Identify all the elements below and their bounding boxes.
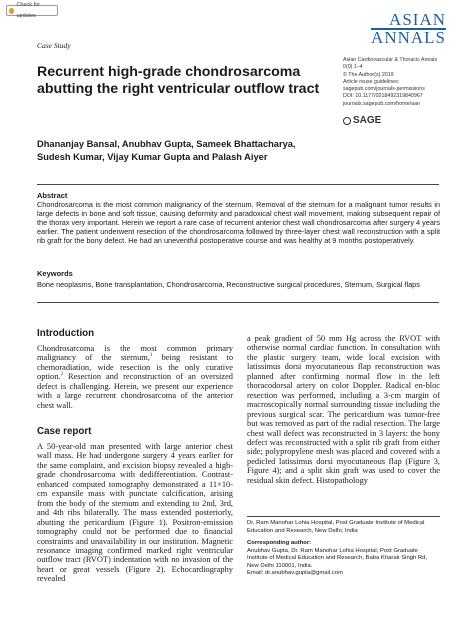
journal-logo-line1: ASIAN xyxy=(389,10,446,29)
journal-home-link[interactable]: journals.sagepub.com/home/aan xyxy=(343,100,420,107)
authors-line-1 xyxy=(37,138,457,151)
introduction-heading: Introduction xyxy=(37,328,95,339)
divider-bottom xyxy=(37,302,439,303)
divider-top xyxy=(37,184,439,185)
affiliation-divider xyxy=(247,516,440,517)
intro-text-b: being resistant to chemoradiation, wide resection is the only curative option. xyxy=(37,353,234,382)
journal-meta xyxy=(343,57,463,108)
publisher-name: SAGE xyxy=(353,115,382,126)
authors-text-1: Dhananjay Bansal, Anubhav Gupta, Sameek Bhattacharya, xyxy=(37,139,296,149)
corresponding-author-email[interactable]: Email: dr.anubhav.gupta@gmail.com xyxy=(247,570,343,576)
permissions-link[interactable]: sagepub.com/journals-permissions xyxy=(343,86,425,93)
sage-icon xyxy=(343,117,351,125)
ref-2[interactable]: 2 xyxy=(60,372,63,378)
journal-logo xyxy=(371,12,446,48)
doi[interactable]: DOI: 10.1177/0218492319840967 xyxy=(343,93,423,100)
updates-icon xyxy=(9,8,14,14)
abstract-body: Chondrosarcoma is the most common malignancy of the sternum. Removal of the sternum for a malignant tumor results in large defects in bone and soft tissue, causing deformity and paradoxical chest wall movement, making subsequent repair of the thorax very important. Herein we report a rare case of recurrent anterior chest wall chondrosarcoma after surgery 4 years earlier. The patient underwent resection of the chondrosarcoma followed by three-layer chest wall reconstruction with a split rib graft for the bony defect. He had an uneventful postoperative course and was healthy at 9 months postoperatively. xyxy=(37,200,440,245)
corresponding-author-address: Anubhav Gupta, Dr. Ram Manohar Lohia Hospital, Post Graduate Institute of Medical Education and Research, Baba Kharak Singh Rd, New Delhi 110001, India. xyxy=(247,547,428,569)
introduction-paragraph xyxy=(37,344,233,410)
ref-1[interactable]: 1 xyxy=(149,353,153,359)
article-title: Recurrent high-grade chondrosarcoma abutting the right ventricular outflow tract xyxy=(37,64,320,97)
introduction-body xyxy=(37,344,233,410)
check-for-updates-badge[interactable] xyxy=(6,1,58,19)
check-for-updates-label: Check for updates xyxy=(16,1,40,19)
intro-text-a: Chondrosarcoma is the most common primary malignancy of the sternum, xyxy=(37,344,233,363)
corresponding-author-heading: Corresponding author: xyxy=(247,540,312,546)
institution: Dr. Ram Manohar Lohia Hospital, Post Graduate Institute of Medical Education and Research, New Delhi, India xyxy=(247,520,425,534)
reuse-guidelines: Article reuse guidelines: xyxy=(343,78,400,85)
copyright: © The Author(s) 2019 xyxy=(343,71,394,78)
journal-volume: 0(0) 1–4 xyxy=(343,64,363,71)
article-type-label: Case Study xyxy=(37,41,71,50)
keywords-body: Bone neoplasms, Bone transplantation, Chondrosarcoma, Reconstructive surgical procedures, Sternum, Surgical flaps xyxy=(37,280,420,289)
keywords-heading: Keywords xyxy=(37,269,73,278)
case-report-heading: Case report xyxy=(37,426,92,437)
journal-logo-line2: ANNALS xyxy=(371,28,446,47)
intro-text-c: Resection and reconstruction of an oversized defect is challenging. Herein, we present our experience with a large recurrent chondrosarcoma of the anterior chest wall. xyxy=(37,372,233,410)
case-report-continued: a peak gradient of 50 mm Hg across the RVOT with otherwise normal cardiac function. In consultation with the plastic surgery team, wide local excision with latissimus dorsi myocutaneous flap reconstruction was planned after confirming normal flow in the left thoracodorsal artery on color Doppler. Radical en-bloc resection was performed, including a 3-cm margin of macroscopically normal surrounding tissue including the previous surgical scar. The pericardium was tumor-free but was removed as part of the radial resection. The large chest wall defect was reconstructed in 3 layers: the bony defect was reconstructed with a split rib graft from either side; polypropylene mesh was placed and covered with a pedicled latissimus dorsi myocutaneous flap (Figure 3, Figure 4); and a split skin graft was used to cover the residual skin defect. Histopathology xyxy=(247,334,440,485)
authors-line-2: Sudesh Kumar, Vijay Kumar Gupta and Palash Aiyer xyxy=(37,152,268,162)
author-list xyxy=(37,138,457,164)
publisher-logo xyxy=(343,115,381,126)
affiliation-block xyxy=(247,520,440,578)
abstract-heading: Abstract xyxy=(37,191,68,200)
journal-name: Asian Cardiovascular & Thoracic Annals xyxy=(343,57,438,63)
case-report-body: A 50-year-old man presented with large anterior chest wall mass. He had undergone surgery 4 years earlier for the same complaint, and excision biopsy revealed a high-grade chondrosarcoma with dedifferentiation. Contrast-enhanced computed tomography demonstrated a 11×10-cm expansile mass with punctate calcification, arising from the body of the sternum and extending to 2nd, 3rd, and 4th ribs bilaterally. The mass extended posteriorly, abutting the pericardium (Figure 1). Positron-emission tomography could not be performed due to financial constraints and unavailability in our institution. Magnetic resonance imaging confirmed marked right ventricular outflow tract (RVOT) indentation with no invasion of the heart or great vessels (Figure 2). Echocardiography revealed xyxy=(37,442,233,584)
